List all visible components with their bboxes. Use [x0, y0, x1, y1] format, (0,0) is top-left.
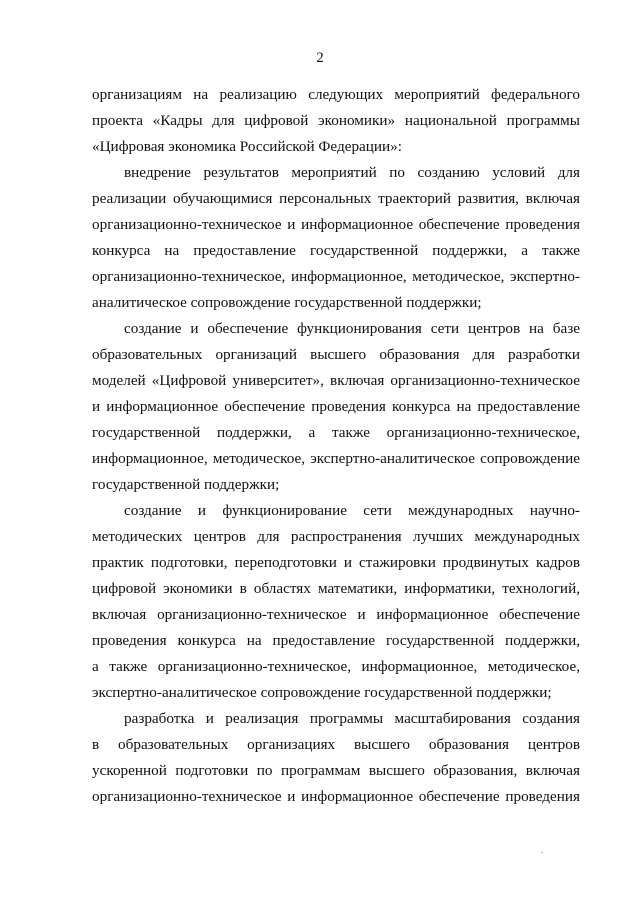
paragraph-first-line: создание и обеспечение функционирования сети центров на базе	[124, 320, 580, 337]
text-line: организационно-техническое, информационное, методическое, экспертно-	[92, 268, 580, 285]
text-line: информационное, методическое, экспертно-аналитическое сопровождение	[92, 450, 580, 467]
text-line: включая организационно-техническое и информационное обеспечение	[92, 606, 580, 623]
text-line: реализации обучающимися персональных траекторий развития, включая	[92, 190, 580, 207]
text-line: практик подготовки, переподготовки и стажировки продвинутых кадров	[92, 554, 580, 571]
text-line: конкурса на предоставление государственной поддержки, а также	[92, 242, 580, 259]
text-line: методических центров для распространения лучших международных	[92, 528, 580, 545]
text-line: проекта «Кадры для цифровой экономики» национальной программы	[92, 112, 580, 129]
text-line: «Цифровая экономика Российской Федерации»:	[92, 138, 402, 155]
text-line: и информационное обеспечение проведения конкурса на предоставление	[92, 398, 580, 415]
paragraph-first-line: создание и функционирование сети международных научно-	[124, 502, 580, 519]
text-line: цифровой экономики в областях математики, информатики, технологий,	[92, 580, 580, 597]
text-line: а также организационно-техническое, информационное, методическое,	[92, 658, 580, 675]
text-line: ускоренной подготовки по программам высшего образования, включая	[92, 762, 580, 779]
text-line: образовательных организаций высшего образования для разработки	[92, 346, 580, 363]
text-line: экспертно-аналитическое сопровождение государственной поддержки;	[92, 684, 552, 701]
scan-speck	[541, 852, 543, 853]
text-line: государственной поддержки, а также организационно-техническое,	[92, 424, 580, 441]
paragraph-first-line: внедрение результатов мероприятий по созданию условий для	[124, 164, 580, 181]
text-line: проведения конкурса на предоставление государственной поддержки,	[92, 632, 580, 649]
paragraph-first-line: разработка и реализация программы масштабирования создания	[124, 710, 580, 727]
text-line: организационно-техническое и информационное обеспечение проведения	[92, 216, 580, 233]
text-line: организациям на реализацию следующих мероприятий федерального	[92, 86, 580, 103]
text-line: аналитическое сопровождение государственной поддержки;	[92, 294, 482, 311]
text-line: государственной поддержки;	[92, 476, 280, 493]
page-number: 2	[316, 50, 324, 66]
text-line: в образовательных организациях высшего образования центров	[92, 736, 580, 753]
text-line: организационно-техническое и информационное обеспечение проведения	[92, 788, 580, 805]
text-line: моделей «Цифровой университет», включая организационно-техническое	[92, 372, 580, 389]
